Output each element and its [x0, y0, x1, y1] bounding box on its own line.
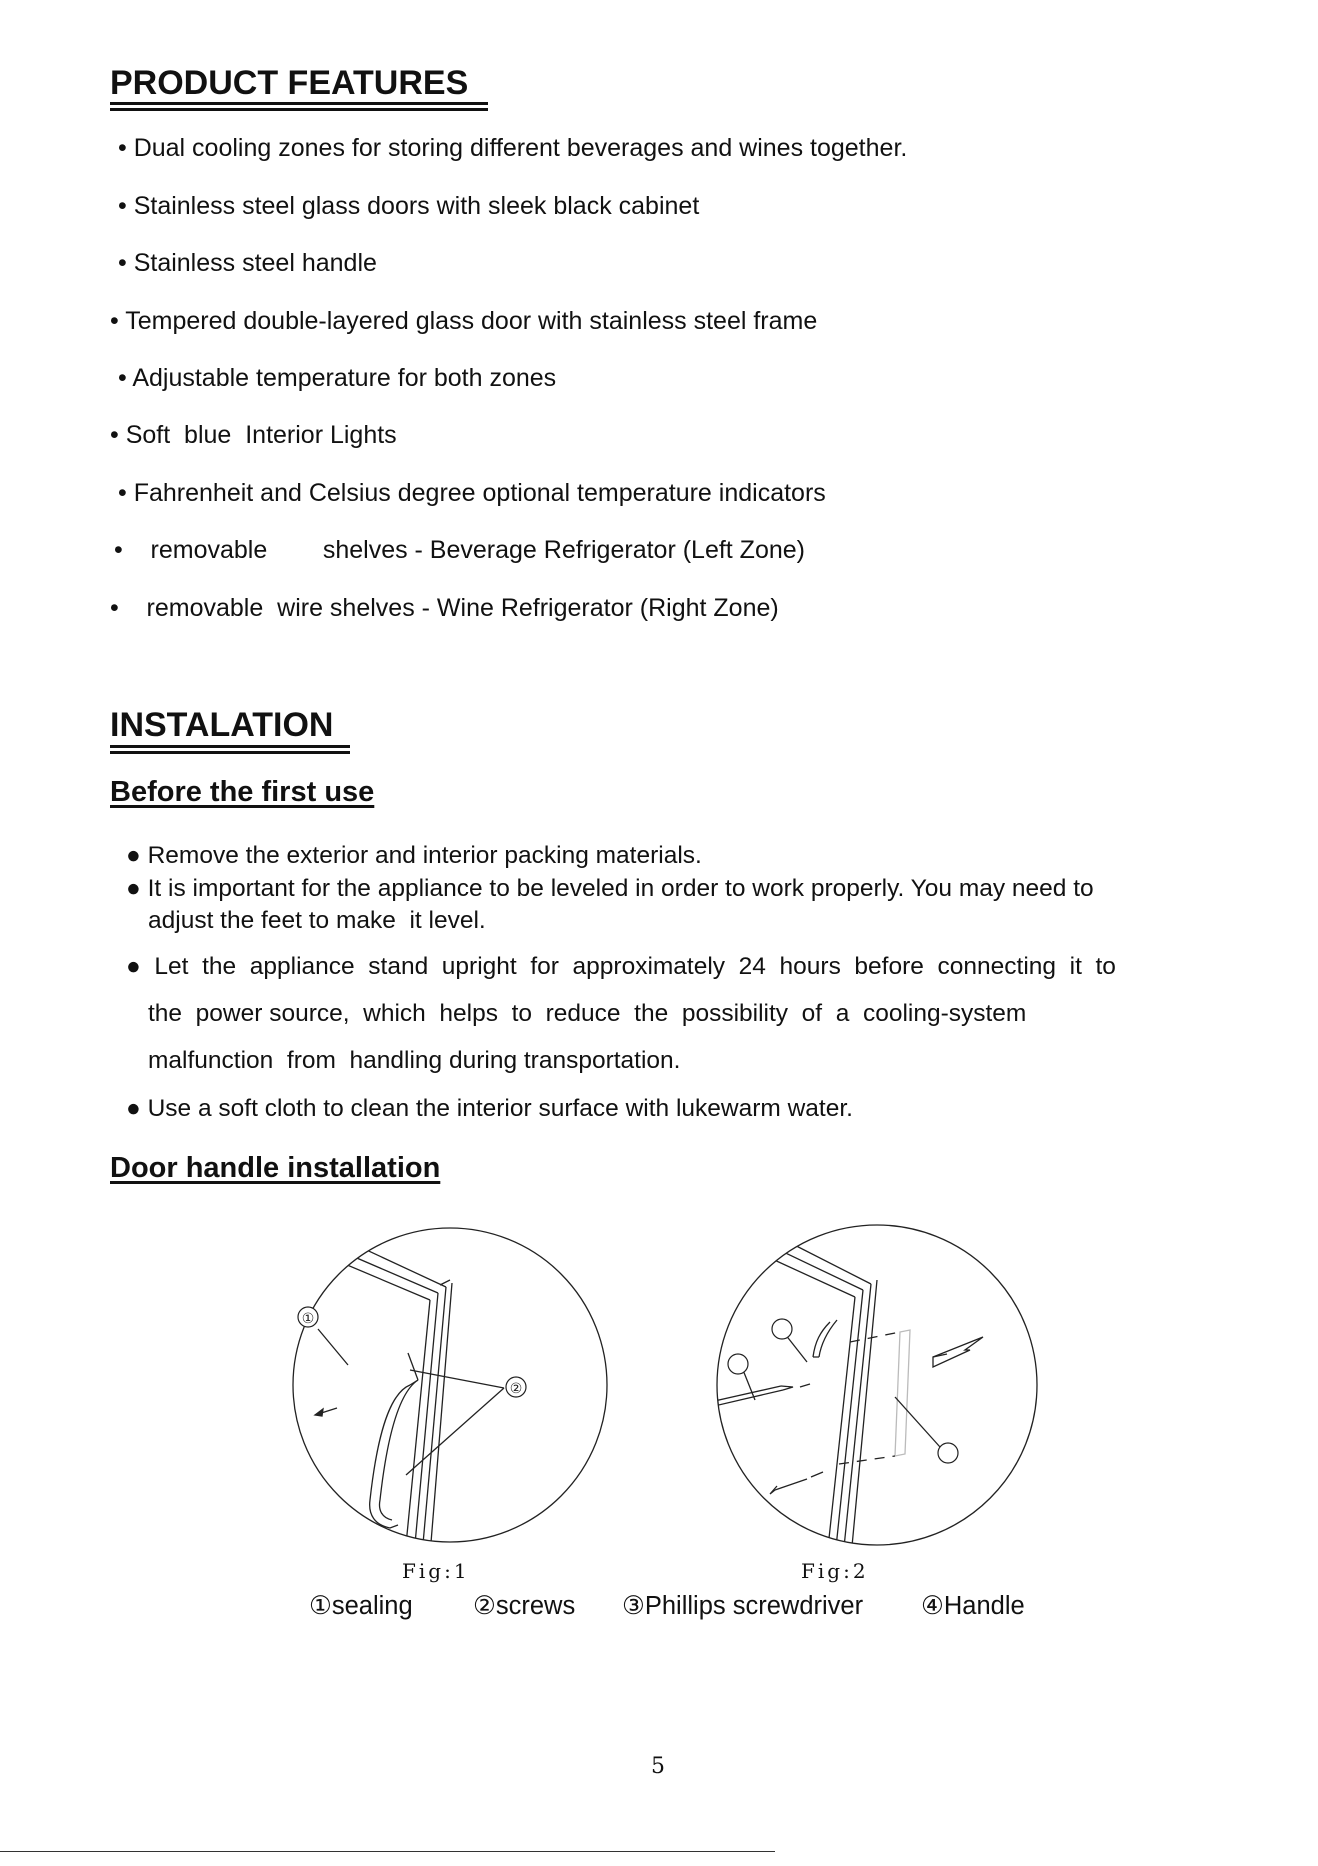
instruction-line: malfunction from handling during transportation.: [148, 1047, 681, 1074]
instruction-line: the power source, which helps to reduce the possibility of a cooling-system: [148, 1000, 1027, 1027]
instruction-line: ● Remove the exterior and interior packing materials.: [126, 842, 702, 869]
before-first-use-heading: Before the first use: [110, 776, 375, 808]
page-number: 5: [651, 1754, 665, 1779]
feature-item: • Adjustable temperature for both zones: [118, 364, 557, 392]
instruction-line: ● Let the appliance stand upright for approximately 24 hours before connecting it to: [126, 953, 1116, 980]
instruction-line: ● It is important for the appliance to be leveled in order to work properly. You may need to: [126, 875, 1094, 902]
caption-screwdriver: ③Phillips screwdriver: [622, 1592, 864, 1620]
feature-item: • Fahrenheit and Celsius degree optional temperature indicators: [118, 479, 826, 507]
door-handle-heading: Door handle installation: [110, 1152, 441, 1184]
fig1-callout-2: ②: [509, 1381, 523, 1397]
feature-item: • Tempered double-layered glass door with stainless steel frame: [110, 307, 818, 335]
feature-item: • Stainless steel handle: [118, 249, 377, 277]
heading-underline: [110, 102, 488, 105]
fig1-diagram: [290, 1225, 620, 1555]
instruction-line: adjust the feet to make it level.: [148, 907, 486, 934]
feature-item: • removable wire shelves - Wine Refrigerator (Right Zone): [110, 594, 779, 622]
caption-sealing: ①sealing: [309, 1592, 413, 1620]
heading-underline: [110, 751, 350, 754]
caption-screws: ②screws: [473, 1592, 576, 1620]
feature-item: • Soft blue Interior Lights: [110, 421, 397, 449]
installation-heading: INSTALATION: [110, 706, 334, 744]
instruction-line: ● Use a soft cloth to clean the interior surface with lukewarm water.: [126, 1095, 853, 1122]
feature-item: • Stainless steel glass doors with sleek black cabinet: [118, 192, 700, 220]
heading-underline: [110, 108, 488, 111]
fig1-label: Fig:1: [402, 1559, 470, 1583]
fig2-label: Fig:2: [801, 1559, 869, 1583]
caption-handle: ④Handle: [921, 1592, 1025, 1620]
feature-item: • removable shelves - Beverage Refrigerator (Left Zone): [114, 536, 805, 564]
footer-rule: [0, 1851, 775, 1852]
feature-item: • Dual cooling zones for storing different beverages and wines together.: [118, 134, 908, 162]
fig2-diagram: [715, 1222, 1050, 1557]
product-features-heading: PRODUCT FEATURES: [110, 64, 469, 102]
heading-underline: [110, 745, 350, 748]
fig1-callout-1: ①: [301, 1311, 315, 1327]
